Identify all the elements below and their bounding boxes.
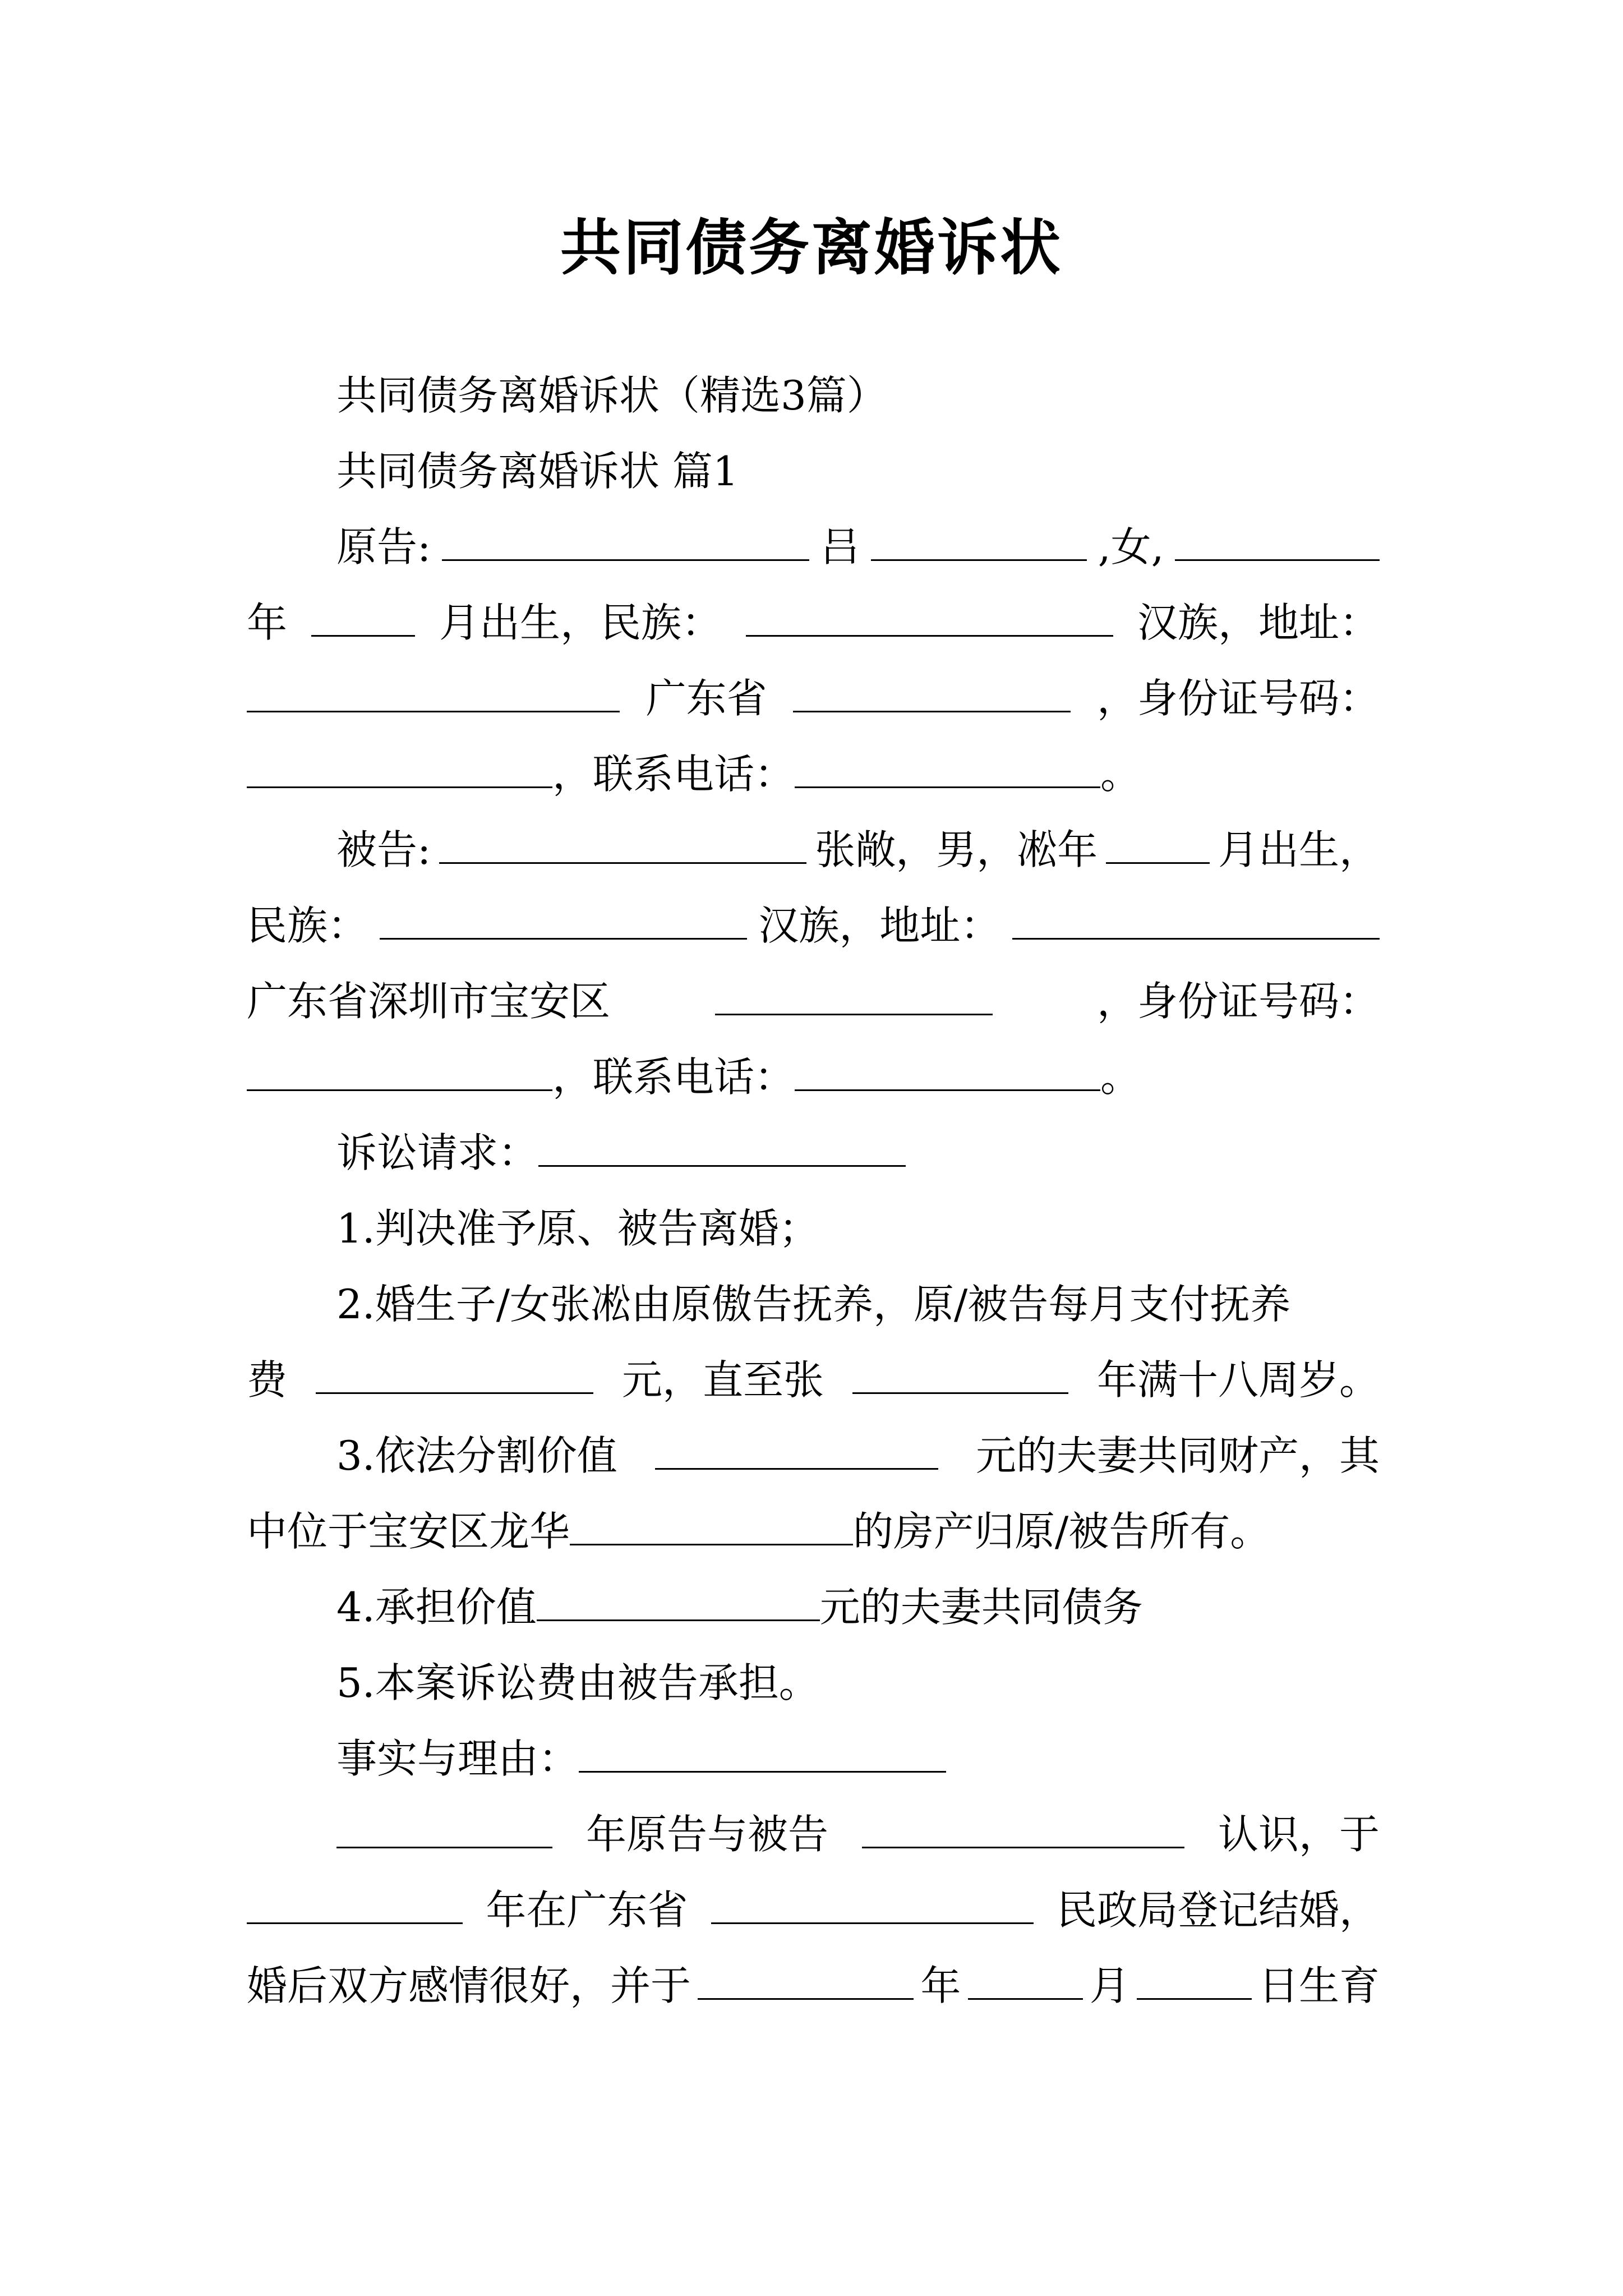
claims-heading xyxy=(0,1125,1623,1181)
text-segment: 元的夫妻共同债务 xyxy=(819,1584,1143,1631)
text-segment: 广东省 xyxy=(645,675,767,722)
claim-item-3-line-1 xyxy=(336,1428,1380,1484)
facts-line-2 xyxy=(247,1882,1380,1938)
blank-field xyxy=(968,1959,1083,2000)
text-segment: ，身份证号码： xyxy=(1096,675,1380,722)
blank-field xyxy=(871,520,1087,561)
plaintiff-gender: ,女, xyxy=(1098,523,1164,570)
blank-field xyxy=(537,1580,820,1621)
text-segment: 元的夫妻共同财产，其 xyxy=(975,1432,1380,1479)
text-segment: 认识，于 xyxy=(1218,1811,1380,1858)
blank-field xyxy=(442,520,809,561)
document-title: 共同债务离婚诉状 xyxy=(560,213,1063,283)
text-segment: ，联系电话： xyxy=(552,1053,795,1101)
claim-item-4 xyxy=(0,1579,1623,1635)
blank-field xyxy=(1012,899,1380,940)
defendant-line-3 xyxy=(247,973,1380,1029)
text-segment: 民族： xyxy=(247,902,368,949)
text-segment: 年原告与被告 xyxy=(585,1811,828,1858)
blank-field xyxy=(862,1807,1184,1848)
blank-field xyxy=(1137,1959,1252,2000)
blank-field xyxy=(247,1883,463,1924)
blank-field xyxy=(715,974,993,1015)
defendant-line-2 xyxy=(247,898,1380,954)
blank-field xyxy=(852,1353,1068,1394)
text-segment: 汉族，地址： xyxy=(1137,599,1380,646)
plaintiff-line-3 xyxy=(247,670,1380,726)
blank-field xyxy=(316,1353,593,1394)
blank-field xyxy=(1175,520,1380,561)
blank-field xyxy=(655,1429,938,1470)
blank-field xyxy=(247,671,620,712)
blank-field xyxy=(1106,823,1210,864)
text-segment: 月出生，民族： xyxy=(439,599,722,646)
text-segment: ，身份证号码： xyxy=(1096,978,1380,1025)
blank-field xyxy=(538,1126,906,1167)
text-segment: 中位于宝安区龙华 xyxy=(247,1508,570,1555)
blank-field xyxy=(795,1050,1100,1091)
claim-item-2-line-1: 2.婚生子/女张凇由原傲告抚养，原/被告每月支付抚养 xyxy=(336,1281,1291,1328)
defendant-label: 被告: xyxy=(336,826,431,873)
blank-field xyxy=(570,1504,853,1545)
text-segment: 张敞，男，凇年 xyxy=(815,826,1098,873)
text-segment: 4.承担价值 xyxy=(336,1584,537,1631)
text-segment: 月出生， xyxy=(1218,826,1380,873)
blank-field xyxy=(247,747,552,788)
subtitle: 共同债务离婚诉状（精选3篇） xyxy=(336,372,887,419)
text-segment: 3.依法分割价值 xyxy=(336,1432,617,1479)
facts-line-3 xyxy=(247,1958,1380,2014)
blank-field xyxy=(793,671,1071,712)
blank-field xyxy=(311,596,415,637)
facts-line-1 xyxy=(336,1806,1380,1862)
text-segment: 广东省深圳市宝安区 xyxy=(247,978,611,1025)
blank-field xyxy=(746,596,1113,637)
plaintiff-label: 原告: xyxy=(336,523,431,570)
text-segment: 元，直至张 xyxy=(621,1356,824,1404)
blank-field xyxy=(380,899,747,940)
text-segment: 民政局登记结婚， xyxy=(1056,1887,1380,1934)
text-segment: 。 xyxy=(1100,1053,1141,1101)
facts-heading xyxy=(0,1731,1623,1787)
text-segment: 。 xyxy=(1100,751,1141,798)
blank-field xyxy=(439,823,806,864)
text-segment: 汉族，地址： xyxy=(758,902,1001,949)
blank-field xyxy=(336,1807,552,1848)
plaintiff-line-2 xyxy=(247,595,1380,651)
text-segment: 婚后双方感情很好，并于 xyxy=(247,1962,691,2009)
plaintiff-line-1 xyxy=(336,519,1380,575)
text-segment: 年满十八周岁。 xyxy=(1096,1356,1380,1404)
text-segment: 年在广东省 xyxy=(486,1887,688,1934)
blank-field xyxy=(247,1050,552,1091)
text-segment: 年 xyxy=(247,599,288,646)
plaintiff-name: 吕 xyxy=(820,523,861,570)
claim-item-3-line-2 xyxy=(0,1503,1623,1559)
facts-label: 事实与理由： xyxy=(336,1735,579,1782)
blank-field xyxy=(711,1883,1034,1924)
plaintiff-line-4 xyxy=(0,746,1623,802)
text-segment: 的房产归原/被告所有。 xyxy=(853,1508,1271,1555)
text-segment: 日生育 xyxy=(1258,1962,1380,2009)
text-segment: 费 xyxy=(247,1356,288,1404)
blank-field xyxy=(579,1732,946,1773)
claim-item-2-line-2 xyxy=(247,1352,1380,1408)
claim-item-1: 1.判决准予原、被告离婚； xyxy=(336,1205,819,1252)
blank-field xyxy=(698,1959,914,2000)
text-segment: 月 xyxy=(1089,1962,1130,2009)
claims-label: 诉讼请求： xyxy=(336,1129,539,1176)
text-segment: ，联系电话： xyxy=(552,751,795,798)
blank-field xyxy=(795,747,1100,788)
section-heading: 共同债务离婚诉状 篇1 xyxy=(336,448,739,495)
text-segment: 年 xyxy=(920,1962,961,2009)
defendant-line-4 xyxy=(0,1049,1623,1105)
claim-item-5: 5.本案诉讼费由被告承担。 xyxy=(336,1659,819,1706)
defendant-line-1 xyxy=(336,822,1380,878)
